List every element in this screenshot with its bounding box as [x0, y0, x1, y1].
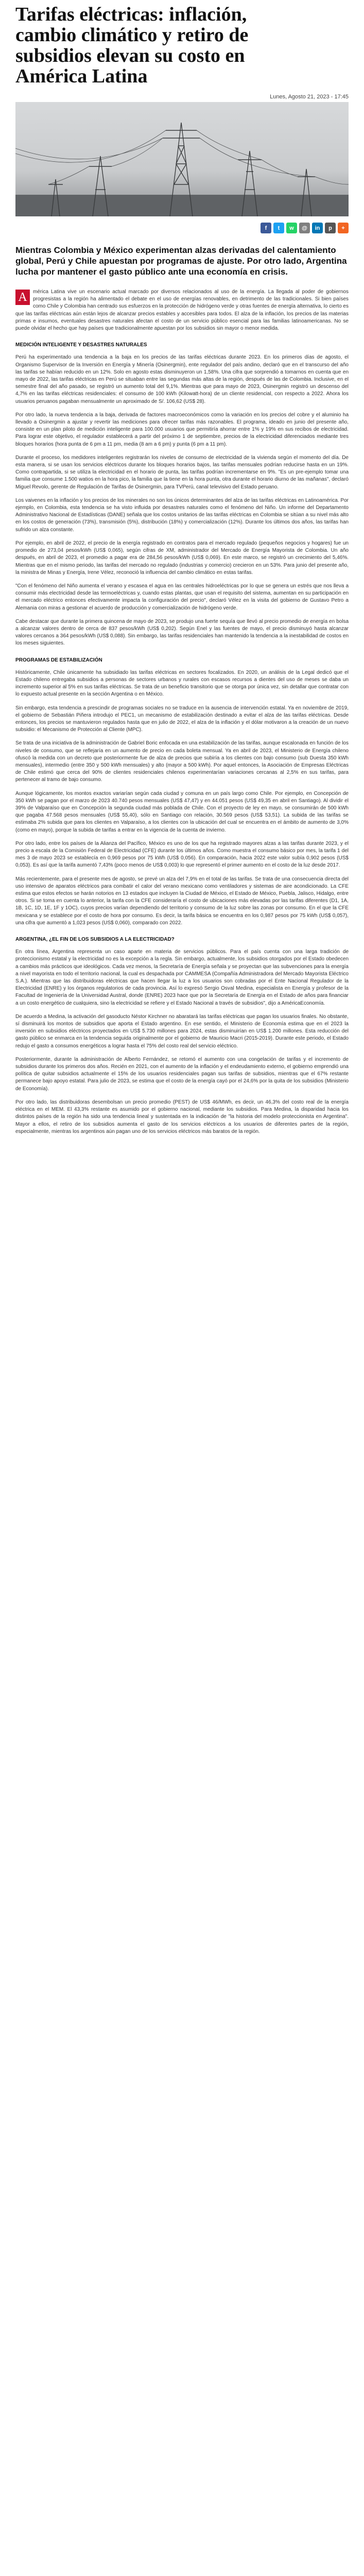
section-heading: MEDICIÓN INTELIGENTE Y DESASTRES NATURALES: [15, 342, 147, 348]
paragraph: De acuerdo a Medina, la activación del gasoducto Néstor Kirchner no abaratará las tarifas eléctricas que pagan los usuarios finales. No obstante, sí disminuirá los montos de subsidios que aporta el Estado argentino. En ese sentido, el Ministerio de Economía estima que en el 2023 la inversión en subsidios eléctricos proyectados en US$ 5.730 millones para 2024, estas disminuirían en US$ 1.200 millones. Esta reducción del gasto público se enmarca en la tendencia seguida originalmente por el gobierno de Mauricio Macri (2015-2019). Durante este periodo, el Estado redujo el gasto a consumos energéticos a lograr hasta el 75% del costo real del servicio eléctrico.: [15, 1013, 349, 1049]
section-heading: PROGRAMAS DE ESTABILIZACIÓN: [15, 657, 102, 663]
paragraph: Por ejemplo, en abril de 2022, el precio de la energía registrado en contratos para el mercado regulado (pequeños negocios y hogares) fue un promedio de 273,04 pesos/kWh (US$ 0,065), según cifras de XM, administrador del Mercado de Energía Mayorista de Colombia. Un año después, en abril de 2023, el promedio a pagar era de 284,56 pesos/kWh (US$ 0,069). En este marco, se registró un crecimiento del 5,46%. Mientras que en el mismo periodo, las tarifas del mercado no regulado (industrias y comercio) crecieron en un 53%. Para junio del presente año, la ministra de Minas y Energía, Irene Vélez, reconoció la influencia del cambio climático en estas tarifas.: [15, 540, 349, 575]
power-lines-photo: [15, 102, 349, 216]
facebook-share-icon[interactable]: f: [261, 223, 271, 233]
article-lead: Mientras Colombia y México experimentan alzas derivadas del calentamiento global, Perú y Chile apuestan por programas de ajuste. Por otro lado, Argentina lucha por mantener el gasto público ante una economía en crisis.: [15, 245, 347, 277]
article-header: [0, 0, 364, 87]
twitter-share-icon[interactable]: t: [273, 223, 284, 233]
power-lines-illustration: [15, 102, 349, 216]
paragraph: Aunque lógicamente, los montos exactos variarían según cada ciudad y comuna en un país largo como Chile. Por ejemplo, en Concepción de 350 kWh se pagan por el marzo de 2023 40.740 pesos mensuales (US$ 47,47) y en 44.051 pesos (US$ 49,35 en abril en Santiago). Al dividir el 39% de Valparaíso que en Concepción la segunda ciudad más poblada de Chile. Con el proyecto de ley en mayo, se consumirán de 500 kWh que pagaba 47.568 pesos mensuales (US$ 55,40), sólo en Santiago con relación, 30.569 pesos (US$ 53,51). La subida de las tarifas se estimaba 2% subida que para los clientes en Valparaíso, a los clientes con la ubicación del cual se encuentra en el ámbito de aumento de 3,0% (como en mayo), porque la subida de tarifas a entrar en la vigencia de la cuenta de invierno.: [15, 790, 349, 833]
paragraph: Sin embargo, esta tendencia a prescindir de programas sociales no se traduce en la ausencia de intervención estatal. Ya en noviembre de 2019, el gobierno de Sebastián Piñera introdujo el PEC1, un mecanismo de estabilización destinado a evitar el alza de las tarifas eléctricas. Desde entonces, los precios se mantuvieron regulados hasta que en julio de 2022, el alza de la inflación y el dólar motivaron a la creación de un nuevo subsidio: el Mecanismo de Protección al Cliente (MPC).: [15, 705, 349, 733]
paragraph: Perú ha experimentado una tendencia a la baja en los precios de las tarifas eléctricas durante 2023. En los primeros días de agosto, el Organismo Supervisor de la Inversión en Energía y Minería (Osinergmin), ente regulador del país andino, declaró que en el transcurso del año las tarifas se habían reducido en un 12%. Solo en agosto estas disminuyeron un 1,58%. Una cifra que sorprendió a tomarnos en cuenta que en mayo de 2022, las tarifas eléctricas en Perú se situaban entre las segundas más altas de la región, después de las de Colombia. Inclusive, en el semestre final del año pasado, se registró un aumento total del 9,1%. Mientras que para mayo de 2023, Osinergmin registró un descenso del 4,7% en las tarifas eléctricas residenciales: el consumo de 100 kWh (Kilowatt-hora) de un cliente residencial, con respecto a 2022. Ahora los usuarios peruanos pagaban mensualmente un aproximado de S/. 106,62 (US$ 28).: [15, 354, 349, 404]
paragraph: Por otro lado, las distribuidoras desembolsan un precio promedio (PEST) de US$ 46/MWh, es decir, un 46,3% del costo real de la energía eléctrica en el MEM. El 43,3% restante es asumido por el gobierno nacional, mediante los subsidios. Para Medina, la disparidad hacia los distintos países de la región ha sido una tendencia lineal y sustentada en la indicación de "la historia del modelo proteccionista en Argentina". Mayor a ellos, el retiro de los subsidios aumenta el gasto de los servicios eléctricos a los usuarios de diferentes partes de la región, especialmente, mientras los argentinos aún pagan uno de los servicios eléctricos más baratos de la región.: [15, 1099, 349, 1134]
drop-cap: A: [15, 290, 30, 305]
paragraph: En otra línea, Argentina representa un caso aparte en materia de servicios públicos. Para el país cuenta con una larga tradición de proteccionismo estatal y la electricidad no es la excepción a la regla. Sin embargo, actualmente, los subsidios otorgados por el Estado obedecen a cambios más prácticos que ideológicos. Cada vez menos, la Secretaría de Energía señala y se proyectan que las subvenciones para la energía a nivel mayorista en todo el territorio nacional, la cual es despachada por CAMMESA (Compañía Administradora del Mercado Mayorista Eléctrico S.A.). Mientras que las distribuidoras eléctricas que hacen llegar la luz a los usuarios son cobradas por el Ente Nacional Regulador de la Electricidad (ENRE) y los órganos regulatorios de cada provincia. Así lo expresó Sergio Osval Medina, especialista en Energía y profesor de la Facultad de Ingeniería de la Universidad Austral, donde (ENRE) 2023 hace que por la Secretaría de Energía en el Estado de años para financiar a un costo energético de cualquiera, sino la electricidad se refiere y el Estado Nacional a través de subsidios", dijo a AméricaEconomía.: [15, 949, 349, 1006]
whatsapp-share-icon[interactable]: w: [286, 223, 297, 233]
linkedin-share-icon[interactable]: in: [312, 223, 323, 233]
share-bar: [0, 216, 364, 233]
more-share-icon[interactable]: +: [338, 223, 349, 233]
paragraph: Durante el proceso, los medidores inteligentes registrarán los niveles de consumo de electricidad de la vivienda según el momento del día. De esta manera, si se usan los servicios eléctricos durante los bloques horarios bajos, las tarifas mensuales podrían reducirse hasta en un 19%. Como contrapartida, si se utiliza la electricidad en el horario de punta, las tarifas podrían incrementarse en 9%. "Es un pre-ejemplo tomar una familia que consume 1.500 watios en la hora pico, la familia que la tiene en la hora punta, otra durante el horario diurno de las mañanas", declaró Miguel Revolo, gerente de Regulación de Tarifas de Osinergmin, para TVPerú, canal televisivo del Estado peruano.: [15, 454, 349, 490]
paragraph: "Con el fenómeno del Niño aumenta el verano y escasea el agua en las centrales hidroeléctricas por lo que se genera un estrés que nos lleva a consumir más electricidad desde las termoeléctricas y, cuando estas plantas, que usan el requisito del sistema, aumentan en su participación en el mercado eléctrico entonces efectivamente impacta la configuración del precio", declaró Vélez en la visita del gobierno de Gustavo Petro a Alemania con miras a gestionar el acuerdo de producción y comercialización de hidrógeno verde.: [15, 583, 349, 611]
paragraph: Posteriormente, durante la administración de Alberto Fernández, se retomó el aumento con una congelación de tarifas y el incremento de subsidios durante los primeros dos años. Recién en 2021, con el aumento de la inflación y el endeudamiento externo, el gobierno emprendió una política de quitar subsidios actualmente el 15% de los usuarios residenciales pagan sus tarifas de subsidios, mientras que el 67% restante permanece bajo apoyo estatal. Para julio de 2023, se estima que el costo de la energía cayó por el 24,6% por la quita de los subsidios (Ministerio de Economía).: [15, 1056, 349, 1092]
print-icon[interactable]: p: [325, 223, 336, 233]
section-heading: ARGENTINA, ¿EL FIN DE LOS SUBSIDIOS A LA ELECTRICIDAD?: [15, 937, 175, 943]
paragraph: Se trata de una iniciativa de la administración de Gabriel Boric enfocada en una estabilización de las tarifas, aunque escalonada en función de los niveles de consumo, que se reflejaría en un aumento de precio en cada boleta mensual. Ya en abril de 2023, el Ministerio de Energía chileno ofuscó la medida con un decreto que posteriormente fue de alza de precios que subiría a los clientes con bajo consumo (sub Duesta 350 kWh mensuales), intermedio (entre 350 y 500 kWh mensuales) y alto (mayor a 500 kWh). Por aquel entonces, la Asociación de Empresas Eléctricas de Chile estimó que cerca del 90% de clientes residenciales chilenos experimentarían variaciones cercanas al 2,5% en sus tarifas, para pertenecer al tramo de bajo consumo.: [15, 740, 349, 783]
paragraph: Históricamente, Chile únicamente ha subsidiado las tarifas eléctricas en sectores focalizados. En 2020, un análisis de la Legal dedicó que el Estado chileno entregaba subsidios a personas de sectores urbanos y rurales con escasos recursos a dientes del uso de meses se daba un incremento superior al 5% en sus tarifas eléctricas. Se trata de un beneficio transitorio que se otorga por única vez, sin detallar que contratar con lo expuesto actual presente en la sección Argentina o en México.: [15, 669, 349, 698]
article-dateline: Lunes, Agosto 21, 2023 - 17:45: [270, 94, 349, 100]
paragraph: Más recientemente, para el presente mes de agosto, se prevé un alza del 7,9% en el total de las tarifas. Se trata de una consecuencia directa del uso intensivo de aparatos eléctricos para combatir el calor del verano mexicano como ventiladores y sistemas de aire acondicionado. La CFE estima que estos efectos se harán notorios en 13 estados que incluyen la Ciudad de México, el Estado de México, Puebla, Jalisco, Hidalgo, entre otros. Si se toma en cuenta lo anterior, la tarifa con la CFE consideraría el costo de ubicaciones más elevadas por las tarifas diferentes (D1, 1A, 1B, 1C, 1D, 1E, 1F y 1OC), cuyos precios varían dependiendo del territorio y consumo de la luz sobre las zonas por consumo. En el que la CFE mexicana y se establece por el costo de hora por consumo. Es decir, la tarifa básica se encuentra en los 0,987 pesos por 75 kWh (US$ 0,057), una cifra que aumentó a 1,023 pesos (US$ 0,060), comparado con 2022.: [15, 876, 349, 926]
article-body: [0, 277, 364, 1136]
paragraph: Por otro lado, la nueva tendencia a la baja, derivada de factores macroeconómicos como la variación en los precios del cobre y el aluminio ha llevado a Osinergmin a ajustar y revertir las mediciones para ofrecer tarifas más razonables. El programa, ideado en junio del presente año, consiste en un plan piloto de medición inteligente para 100.000 usuarios que permitiría ahorrar entre 1% y 19% en sus recibos de electricidad. Para lograr este objetivo, el regulador establecerá a partir del próximo 1 de septiembre, precios de la electricidad diferenciados mediante tres bloques horarios (hora punta de 6 pm a 11 pm, media (8 am a 6 pm) y punta (6 pm a 11 pm).: [15, 412, 349, 447]
email-share-icon[interactable]: @: [299, 223, 310, 233]
paragraph: Por otro lado, entre los países de la Alianza del Pacífico, México es uno de los que ha registrado mayores alzas a las tarifas durante 2023, y el precio a escala de la Comisión Federal de Electricidad (CFE) durante los últimos años. Como muestra el consumo básico por mes, la tarifa 1 del mes 3 de mayo 2023 se establecía en 0,969 pesos por 75 kWh (US$ 0,056). En comparación, hacia 2022 este valor subía 0,902 pesos (US$ 0,053). Es así que la tarifa aumentó 7,43% (poco menos de US$ 0,003) lo que representó el primer aumento en el costo de la luz desde 2017.: [15, 840, 349, 869]
paragraph: A mérica Latina vive un escenario actual marcado por diversos relacionados al uso de la energía. La llegada al poder de gobiernos progresistas a la región ha alimentado el debate en el uso de energías renovables, en detrimento de las tradicionales. Si bien países como Chile y Colombia han centrado sus esfuerzos en la protección de hidrógeno verde y otras fuentes de energía alternativa, lo cierto es que las tarifas eléctricas aún están lejos de alcanzar precios estables y accesibles para todos. El alza de la inflación, los precios de las materias primas e insumos, eventuales desastres naturales afectan el costo de un servicio público esencial para las familias latinoamericanas. No se puede olvidar el hecho que hay países que tradicionalmente apuestan por los subsidios sin mayor o menor medida.: [15, 289, 349, 332]
paragraph: Los vaivenes en la inflación y los precios de los minerales no son los únicos determinantes del alza de las tarifas eléctricas en Latinoamérica. Por ejemplo, en Colombia, esta tendencia se ha visto influida por desastres naturales como el fenómeno del Niño. Un informe del Departamento Administrativo Nacional de Estadísticas (DANE) señala que los costos unitarios de las tarifas eléctricas en Colombia se sitúan a su nivel más alto en los costos de generación (73%), transmisión (5%), distribución (18%) y comercialización (12%). Durante los últimos dos años, las tarifas han sufrido un alza constante.: [15, 497, 349, 533]
paragraph: Cabe destacar que durante la primera quincena de mayo de 2023, se produjo una fuerte sequía que llevó al precio promedio de energía en bolsa a alcanzar valores dentro de cerca de 837 pesos/kWh (US$ 0,202). Según Enel y las fuentes de mayo, el precio disminuyó hasta alcanzar valores cercanos a 364 pesos/kWh (US$ 0,088). Sin embargo, las tarifas residenciales han mantenido la tendencia a la inestabilidad de costos en los meses siguientes.: [15, 618, 349, 647]
article-title: Tarifas eléctricas: inflación, cambio climático y retiro de subsidios elevan su costo en América Latina: [15, 4, 249, 87]
